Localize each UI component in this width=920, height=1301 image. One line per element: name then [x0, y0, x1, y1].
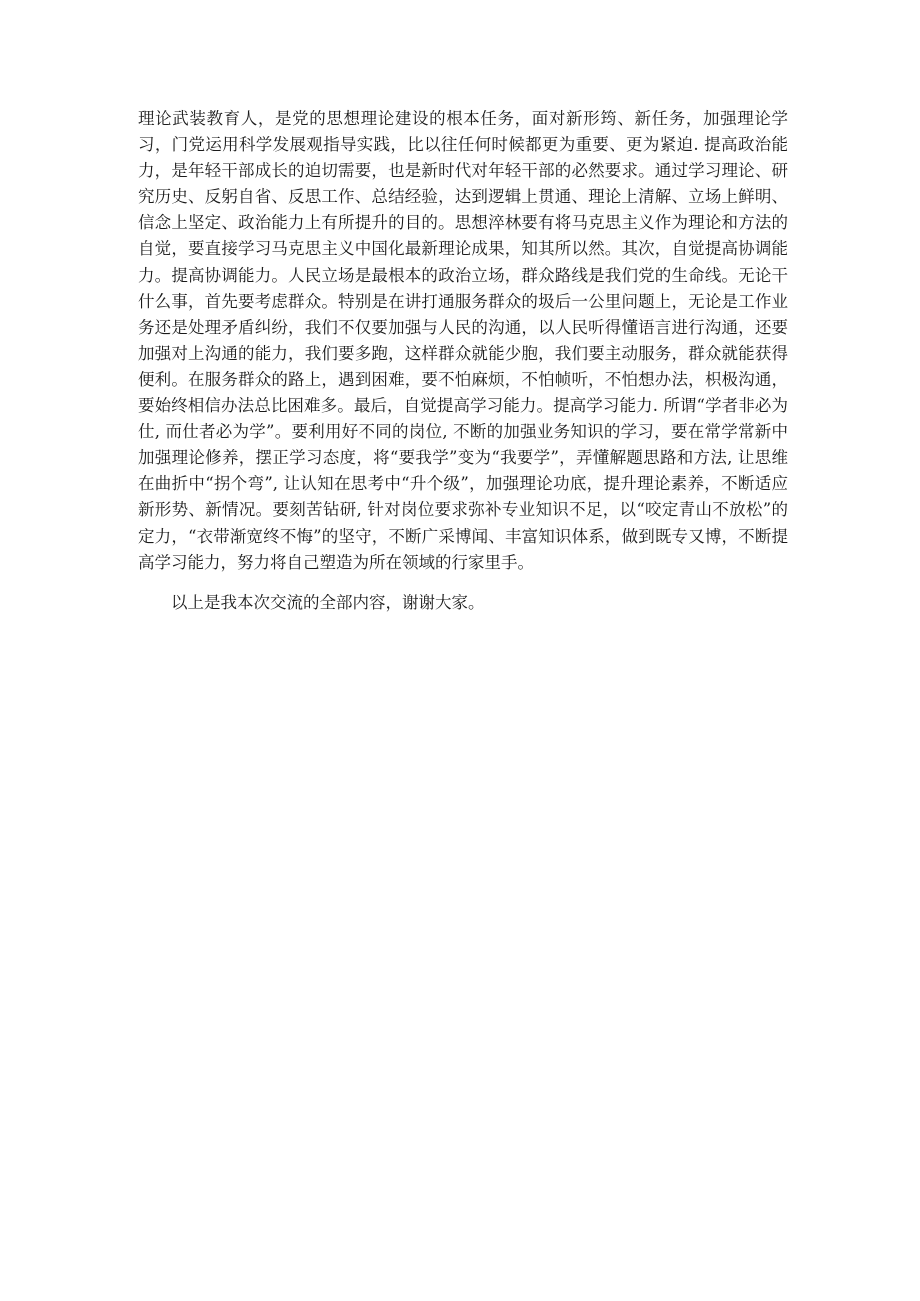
document-body — [138, 106, 788, 616]
closing-paragraph: 以上是我本次交流的全部内容，谢谢大家。 — [171, 592, 485, 612]
body-paragraph: 理论武装教育人，是党的思想理论建设的根本任务，面对新形筠、新任务，加强理论学习，门党运用科学发展观指导实践，比以往任何时候都更为重要、更为紧迫. 提高政治能力，是年轻干部成长的迫切需要，也是新时代对年轻干部的必然要求。通过学习理论、研究历史、反躬自省、反思工作、总结经验，达到逻辑上贯通、理论上清解、立场上鲜明、信念上坚定、政治能力上有所提升的目的。思想淬林要有将马克思主义作为理论和方法的自觉，要直接学习马克思主义中国化最新理论成果，知其所以然。其次，自觉提高协调能力。提高协调能力。人民立场是最根本的政治立场，群众路线是我们党的生命线。无论干什么事，首先要考虑群众。特别是在讲打通服务群众的圾后一公里问题上，无论是工作业务还是处理矛盾纠纷，我们不仅要加强与人民的沟通，以人民听得懂语言进行沟通，还要加强对上沟通的能力，我们要多跑，这样群众就能少胞，我们要主动服务，群众就能获得便利。在服务群众的路上，遇到困难，要不怕麻烦，不怕帧听，不怕想办法，枳极沟通，要始终相信办法总比困难多。最后，自觉提高学习能力。提高学习能力. 所谓“学者非必为仕, 而仕者必为学”。要利用好不同的岗位, 不断的加强业务知识的学习，要在常学常新中加强理论修养，摆正学习态度，将“要我学”变为“我要学”，弄懂解题思路和方法, 让思维在曲折中“拐个弯”, 让认知在思考中“升个级”，加强理论功底，提升理论素养，不断适应新形势、新情况。要刻苦钻研, 针对岗位要求弥补专业知识不足，以“咬定青山不放松”的定力，“衣带渐宽终不悔”的坚守，不断广采博闻、丰富知识体系，做到既专又博，不断提高学习能力，努力将自己塑造为所在领域的行家里手。 — [138, 109, 788, 572]
